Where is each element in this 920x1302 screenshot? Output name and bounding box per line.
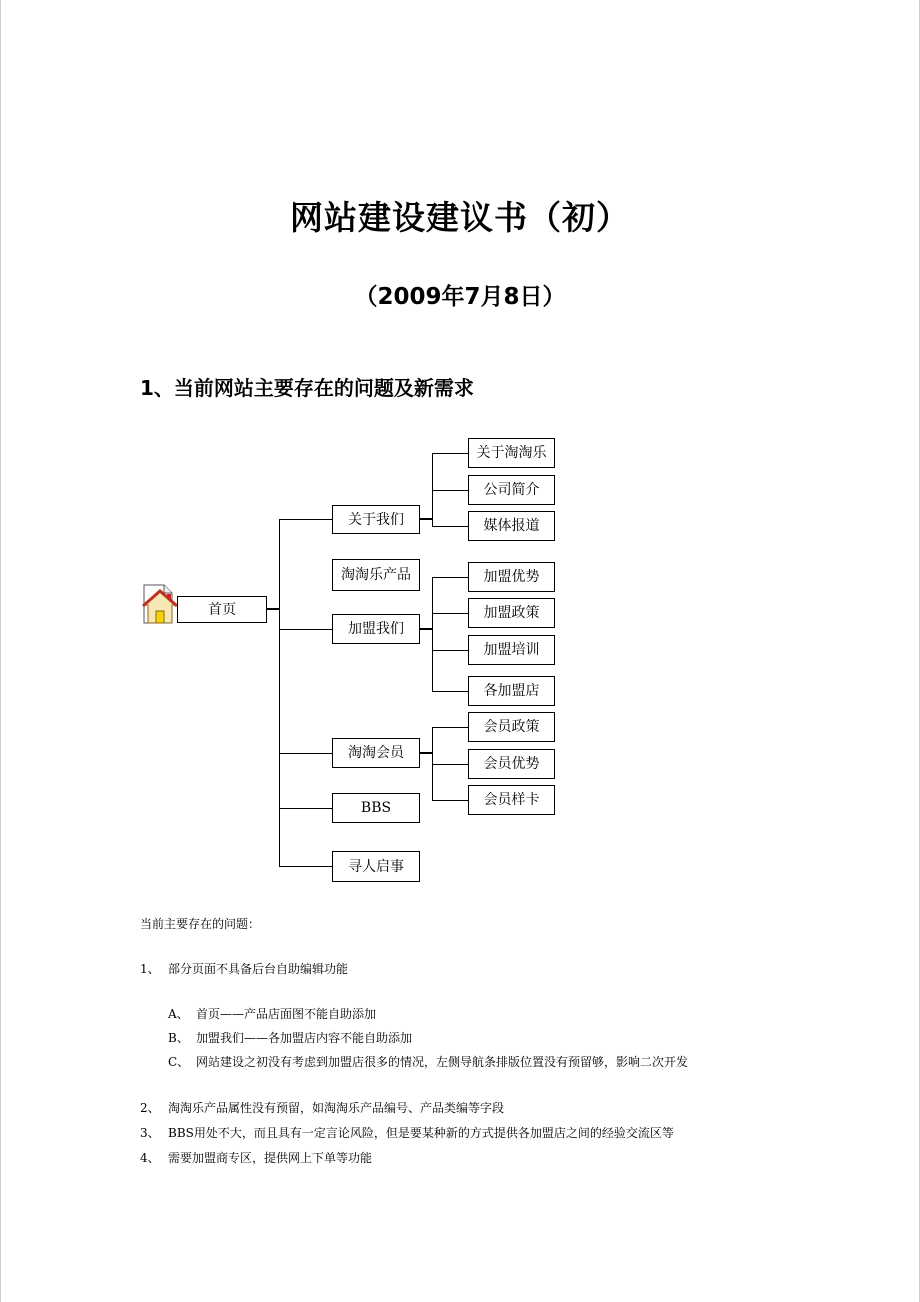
node-franchise-child: 加盟优势 bbox=[468, 562, 555, 592]
sublist-item-text: 加盟我们——各加盟店内容不能自助添加 bbox=[196, 1031, 413, 1045]
connector bbox=[279, 519, 332, 520]
section-heading: 1、当前网站主要存在的问题及新需求 bbox=[140, 376, 474, 400]
node-about-child: 关于淘淘乐 bbox=[468, 438, 555, 468]
sublist-item-letter: B、 bbox=[168, 1031, 189, 1045]
node-members: 淘淘会员 bbox=[332, 738, 420, 768]
home-icon bbox=[141, 583, 179, 625]
connector bbox=[432, 490, 468, 491]
list-item-number: 4、 bbox=[140, 1151, 160, 1165]
node-home: 首页 bbox=[177, 596, 267, 623]
sublist-item-text: 首页——产品店面图不能自助添加 bbox=[196, 1007, 377, 1021]
connector bbox=[432, 650, 468, 651]
connector bbox=[279, 629, 332, 630]
node-franchise-child: 各加盟店 bbox=[468, 676, 555, 706]
connector bbox=[432, 526, 468, 527]
connector bbox=[279, 753, 332, 754]
problems-intro: 当前主要存在的问题： bbox=[140, 917, 261, 931]
node-about: 关于我们 bbox=[332, 505, 420, 534]
node-members-child: 会员政策 bbox=[468, 712, 555, 742]
list-item-number: 2、 bbox=[140, 1101, 160, 1115]
node-about-child: 媒体报道 bbox=[468, 511, 555, 541]
document-date: （2009年7月8日） bbox=[354, 284, 566, 310]
connector bbox=[432, 613, 468, 614]
node-products: 淘淘乐产品 bbox=[332, 559, 420, 591]
list-item-text: 部分页面不具备后台自助编辑功能 bbox=[168, 962, 349, 976]
node-franchise: 加盟我们 bbox=[332, 614, 420, 644]
sublist-item-letter: A、 bbox=[168, 1007, 189, 1021]
node-members-child: 会员优势 bbox=[468, 749, 555, 779]
node-search: 寻人启事 bbox=[332, 851, 420, 882]
connector bbox=[279, 808, 332, 809]
node-bbs: BBS bbox=[332, 793, 420, 823]
list-item-text: 需要加盟商专区，提供网上下单等功能 bbox=[168, 1151, 373, 1165]
sublist-item-text: 网站建设之初没有考虑到加盟店很多的情况，左侧导航条排版位置没有预留够，影响二次开发 bbox=[196, 1055, 689, 1069]
connector bbox=[432, 577, 433, 691]
connector bbox=[432, 727, 468, 728]
connector bbox=[432, 577, 468, 578]
connector bbox=[432, 800, 468, 801]
connector bbox=[279, 519, 280, 867]
connector bbox=[279, 866, 332, 867]
connector bbox=[432, 691, 468, 692]
list-item-number: 1、 bbox=[140, 962, 160, 976]
list-item-text: 淘淘乐产品属性没有预留，如淘淘乐产品编号、产品类编等字段 bbox=[168, 1101, 505, 1115]
node-members-child: 会员样卡 bbox=[468, 785, 555, 815]
list-item-text: BBS用处不大，而且具有一定言论风险，但是要某种新的方式提供各加盟店之间的经验交流区等 bbox=[168, 1126, 674, 1140]
node-franchise-child: 加盟政策 bbox=[468, 598, 555, 628]
document-title: 网站建设建议书（初） bbox=[290, 198, 630, 237]
node-about-child: 公司简介 bbox=[468, 475, 555, 505]
connector bbox=[432, 764, 468, 765]
list-item-number: 3、 bbox=[140, 1126, 160, 1140]
node-franchise-child: 加盟培训 bbox=[468, 635, 555, 665]
connector bbox=[432, 453, 468, 454]
sublist-item-letter: C、 bbox=[168, 1055, 190, 1069]
